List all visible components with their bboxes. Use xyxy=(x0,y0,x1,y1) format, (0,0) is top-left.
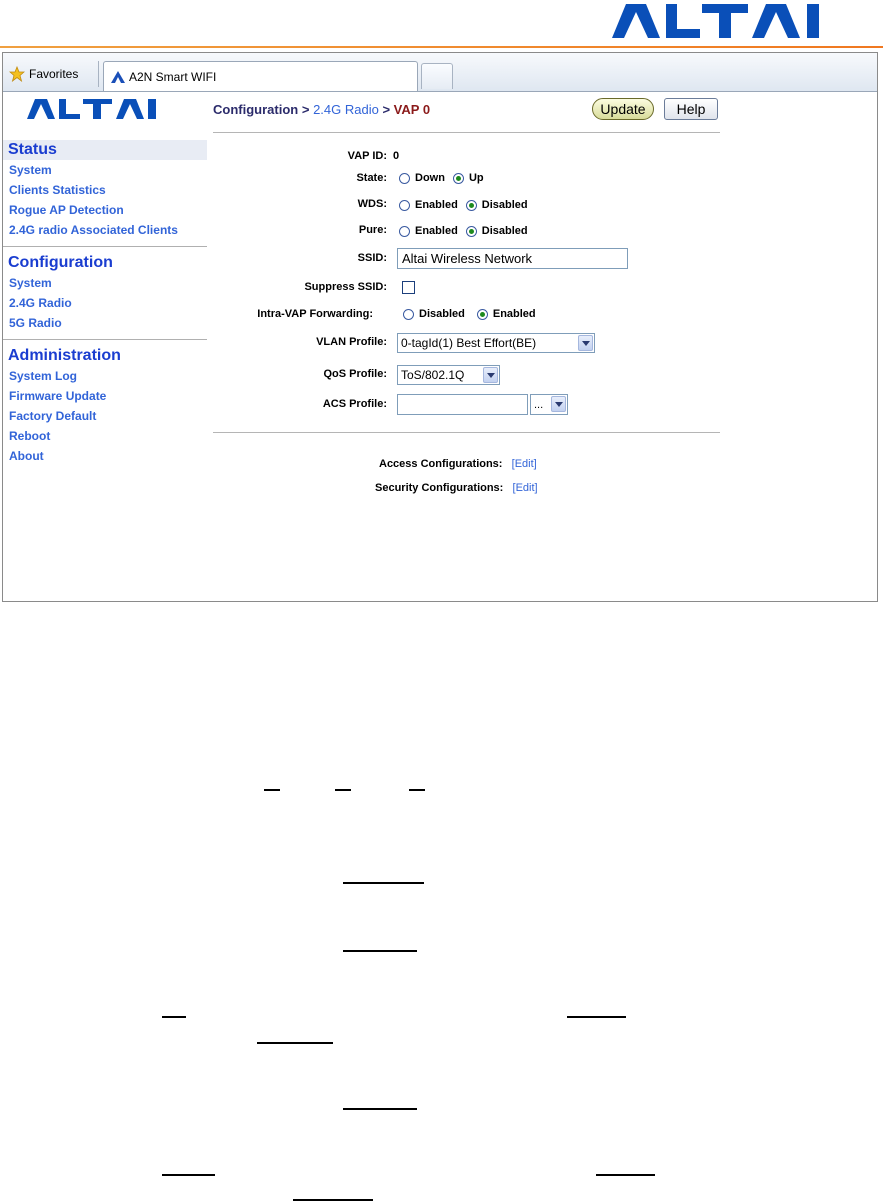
vlan-profile-value: 0-tagId(1) Best Effort(BE) xyxy=(401,336,537,350)
state-up-label: Up xyxy=(468,172,484,184)
security-configurations-label: Security Configurations: xyxy=(375,482,504,494)
nav-about[interactable]: About xyxy=(9,449,44,463)
tab-separator xyxy=(98,61,99,87)
qos-profile-value: ToS/802.1Q xyxy=(401,368,465,382)
nav-status-system[interactable]: System xyxy=(9,163,52,177)
intra-vap-disabled-radio[interactable] xyxy=(403,309,414,320)
intra-vap-disabled-option[interactable] xyxy=(403,308,465,320)
favorites-label: Favorites xyxy=(29,67,79,81)
underline-mark xyxy=(162,1016,186,1018)
wds-enabled-option[interactable] xyxy=(399,199,458,211)
state-down-option[interactable] xyxy=(399,172,445,184)
altai-top-logo xyxy=(612,0,852,40)
underline-mark xyxy=(335,789,351,791)
pure-disabled-radio[interactable] xyxy=(466,226,477,237)
breadcrumb xyxy=(213,102,430,117)
new-tab-button[interactable] xyxy=(421,63,453,89)
nav-reboot[interactable]: Reboot xyxy=(9,429,51,443)
intra-vap-radio-group xyxy=(403,308,544,320)
pure-enabled-radio[interactable] xyxy=(399,226,410,237)
nav-rogue-ap-detection[interactable]: Rogue AP Detection xyxy=(9,203,124,217)
wds-disabled-option[interactable] xyxy=(466,199,528,211)
qos-profile-select[interactable] xyxy=(397,365,500,385)
altai-nav-logo xyxy=(27,98,185,120)
pure-enabled-option[interactable] xyxy=(399,225,458,237)
state-label: State: xyxy=(356,172,387,184)
acs-profile-input[interactable] xyxy=(397,394,528,415)
vap-id-label: VAP ID: xyxy=(347,150,387,162)
breadcrumb-sep: > xyxy=(382,102,391,117)
pure-radio-group xyxy=(399,225,536,237)
help-button[interactable]: Help xyxy=(664,98,718,120)
security-configurations-edit-link[interactable]: [Edit] xyxy=(512,482,538,494)
vlan-profile-select[interactable] xyxy=(397,333,595,353)
suppress-ssid-label: Suppress SSID: xyxy=(304,281,387,293)
wds-enabled-label: Enabled xyxy=(415,199,458,211)
security-configurations-row xyxy=(375,482,538,494)
underline-mark xyxy=(162,1174,215,1176)
nav-5g-radio[interactable]: 5G Radio xyxy=(9,316,62,330)
qos-profile-label: QoS Profile: xyxy=(323,368,387,380)
breadcrumb-sep: > xyxy=(301,102,310,117)
pure-label: Pure: xyxy=(358,224,387,236)
breadcrumb-current: VAP 0 xyxy=(393,102,431,117)
underline-mark xyxy=(343,882,424,884)
acs-profile-picker[interactable] xyxy=(530,394,568,415)
update-button[interactable]: Update xyxy=(592,98,654,120)
wds-disabled-radio[interactable] xyxy=(466,200,477,211)
nav-config-system[interactable]: System xyxy=(9,276,52,290)
intra-vap-label: Intra-VAP Forwarding: xyxy=(257,308,373,320)
underline-mark xyxy=(409,789,425,791)
underline-mark xyxy=(343,950,417,952)
state-up-radio[interactable] xyxy=(453,173,464,184)
state-up-option[interactable] xyxy=(453,172,484,184)
acs-profile-label: ACS Profile: xyxy=(322,398,387,410)
favorites-button[interactable] xyxy=(9,63,78,85)
state-down-label: Down xyxy=(415,172,445,184)
pure-enabled-label: Enabled xyxy=(415,225,458,237)
altai-favicon-icon xyxy=(110,70,126,84)
wds-disabled-label: Disabled xyxy=(481,199,528,211)
underline-mark xyxy=(567,1016,626,1018)
page-content xyxy=(3,92,877,601)
suppress-ssid-checkbox[interactable] xyxy=(402,281,415,294)
intra-vap-enabled-label: Enabled xyxy=(492,308,536,320)
pure-disabled-option[interactable] xyxy=(466,225,528,237)
browser-tab[interactable] xyxy=(103,61,418,91)
underline-mark xyxy=(596,1174,655,1176)
nav-divider xyxy=(3,339,207,340)
nav-clients-statistics[interactable]: Clients Statistics xyxy=(9,183,106,197)
nav-divider xyxy=(3,246,207,247)
nav-firmware-update[interactable]: Firmware Update xyxy=(9,389,107,403)
underline-mark xyxy=(343,1108,417,1110)
sidebar-nav xyxy=(3,140,207,466)
underline-mark xyxy=(264,789,280,791)
nav-section-status[interactable]: Status xyxy=(3,140,207,160)
access-configurations-edit-link[interactable]: [Edit] xyxy=(511,458,537,470)
underline-mark xyxy=(257,1042,333,1044)
nav-section-configuration[interactable]: Configuration xyxy=(8,254,113,271)
breadcrumb-root[interactable]: Configuration xyxy=(213,102,299,117)
nav-section-administration[interactable]: Administration xyxy=(8,347,121,364)
browser-window xyxy=(2,52,878,602)
wds-label: WDS: xyxy=(357,198,387,210)
nav-associated-clients[interactable]: 2.4G radio Associated Clients xyxy=(9,223,178,237)
pure-disabled-label: Disabled xyxy=(481,225,528,237)
acs-profile-button-label: ... xyxy=(534,398,544,411)
state-down-radio[interactable] xyxy=(399,173,410,184)
intra-vap-enabled-radio[interactable] xyxy=(477,309,488,320)
intra-vap-enabled-option[interactable] xyxy=(477,308,536,320)
chevron-down-icon[interactable] xyxy=(578,335,593,351)
star-icon xyxy=(9,66,25,82)
browser-tabbar xyxy=(3,53,877,92)
nav-factory-default[interactable]: Factory Default xyxy=(9,409,97,423)
ssid-label: SSID: xyxy=(357,252,387,264)
nav-24g-radio[interactable]: 2.4G Radio xyxy=(9,296,72,310)
chevron-down-icon[interactable] xyxy=(551,396,566,412)
nav-system-log[interactable]: System Log xyxy=(9,369,78,383)
header-divider xyxy=(0,46,883,48)
intra-vap-disabled-label: Disabled xyxy=(419,308,465,320)
access-configurations-label: Access Configurations: xyxy=(379,458,503,470)
tab-title: A2N Smart WIFI xyxy=(129,69,217,84)
form-top-divider xyxy=(213,132,720,133)
wds-radio-group xyxy=(399,199,536,211)
access-configurations-row xyxy=(379,458,537,470)
vap-id-value: 0 xyxy=(393,150,400,162)
state-radio-group xyxy=(399,172,492,184)
wds-enabled-radio[interactable] xyxy=(399,200,410,211)
chevron-down-icon[interactable] xyxy=(483,367,498,383)
form-bottom-divider xyxy=(213,432,720,433)
breadcrumb-radio[interactable]: 2.4G Radio xyxy=(313,102,379,117)
vlan-profile-label: VLAN Profile: xyxy=(316,336,387,348)
ssid-input[interactable]: Altai Wireless Network xyxy=(397,248,628,269)
